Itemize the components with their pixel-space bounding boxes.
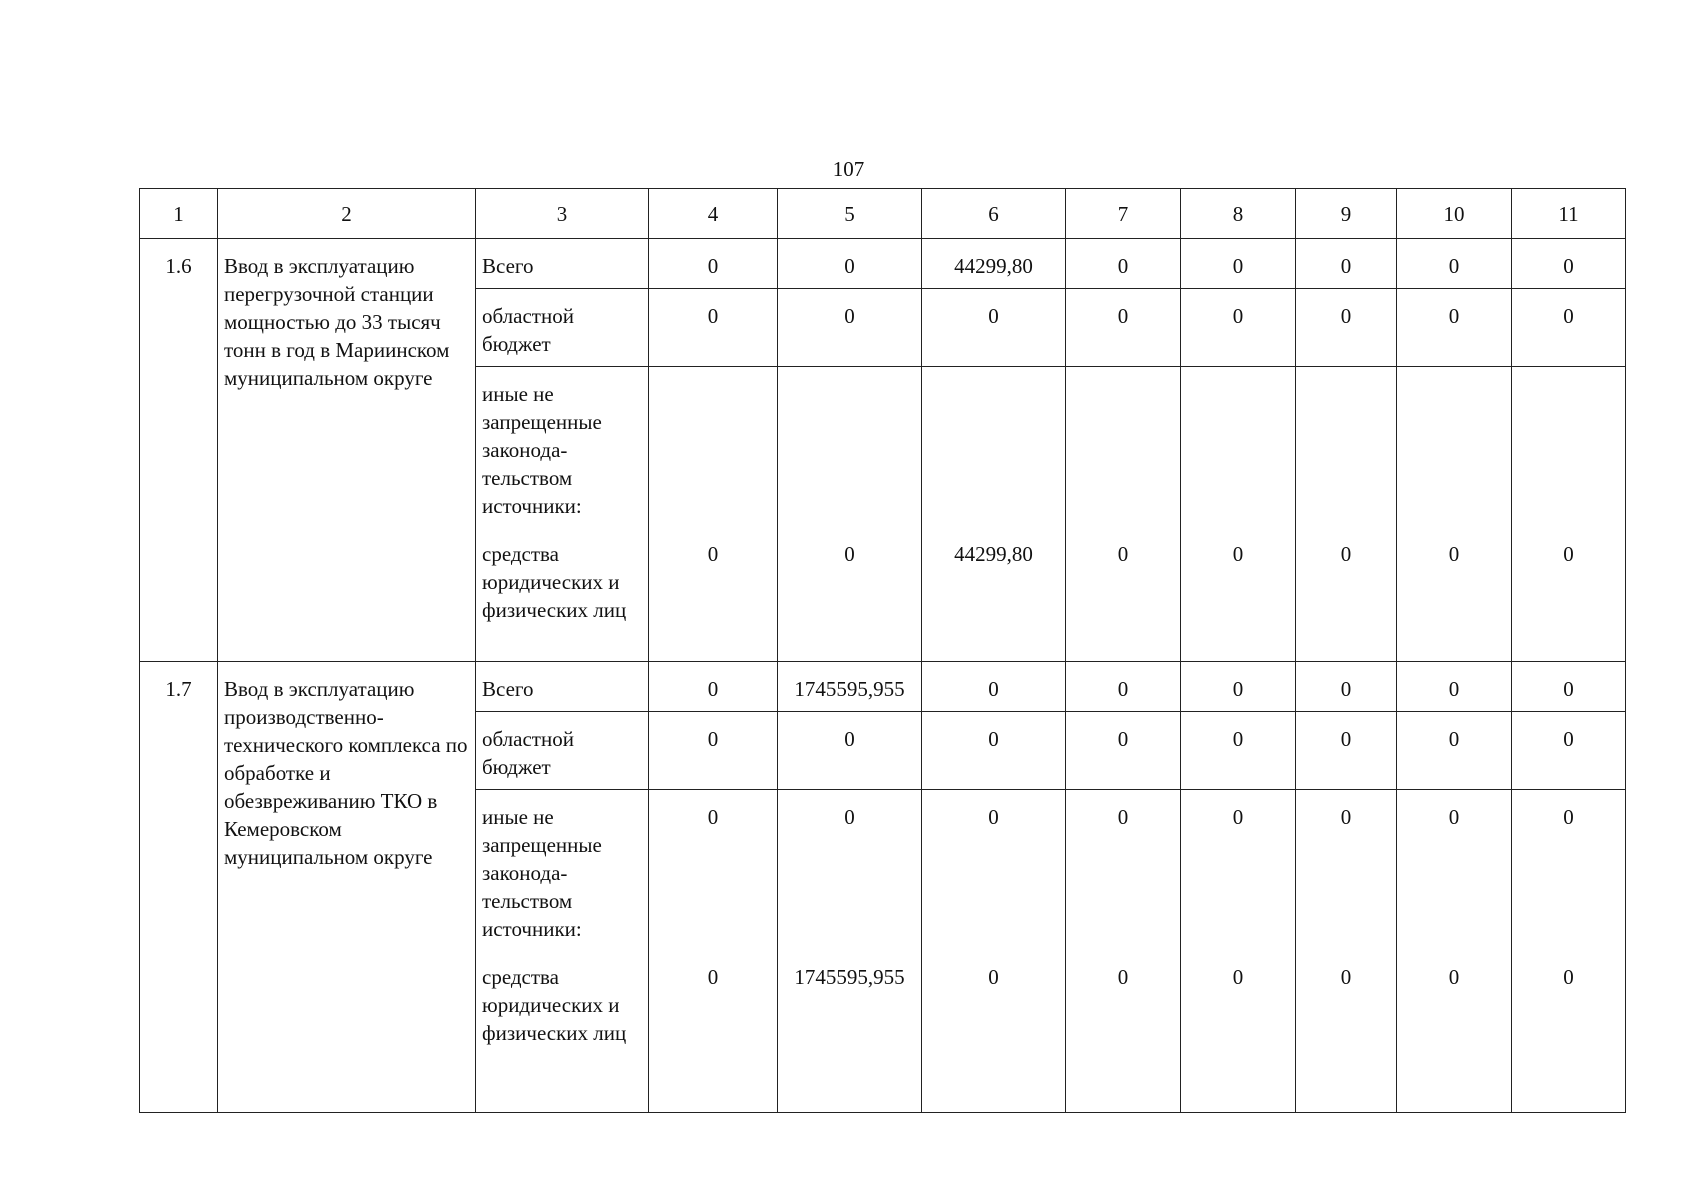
legal-entities-value: 44299,80	[954, 542, 1033, 566]
value-cell: 1745595,955	[778, 662, 922, 712]
source-total: Всего	[476, 662, 649, 712]
header-cell: 10	[1397, 189, 1512, 239]
other-sources-value	[1181, 380, 1295, 408]
value-cell	[1512, 367, 1626, 662]
value-cell	[922, 790, 1066, 1113]
legal-entities-value: 0	[1563, 965, 1574, 989]
value-cell: 0	[1296, 289, 1397, 367]
legal-entities-value: 0	[1232, 542, 1244, 566]
value-cell	[1397, 790, 1512, 1113]
value-cell: 0	[1181, 239, 1296, 289]
value-cell: 0	[649, 289, 778, 367]
value-cell: 0	[1066, 239, 1181, 289]
value-cell	[649, 790, 778, 1113]
measure-name: Ввод в эксплуатацию производственно-технического комплекса по обработке и обезвреживанию ТКО в Кемеровском муниципальном округе	[218, 662, 476, 1113]
legal-entities-value: 0	[1117, 965, 1129, 989]
other-sources-value	[922, 380, 1065, 408]
value-cell: 0	[778, 289, 922, 367]
header-cell: 8	[1181, 189, 1296, 239]
row-number: 1.7	[140, 662, 218, 1113]
source-regional-budget: областной бюджет	[476, 712, 649, 790]
value-cell: 0	[1181, 712, 1296, 790]
value-cell: 0	[1181, 289, 1296, 367]
value-cell	[778, 367, 922, 662]
value-cell: 0	[778, 712, 922, 790]
value-cell: 0	[1296, 712, 1397, 790]
legal-entities-value: 0	[988, 965, 999, 989]
legal-entities-value: 0	[707, 965, 719, 989]
table-row-total	[140, 662, 1626, 712]
legal-entities-value: 1745595,955	[794, 965, 905, 989]
source-other	[476, 367, 649, 662]
value-cell	[1066, 790, 1181, 1113]
value-cell: 0	[922, 289, 1066, 367]
table-row-total	[140, 239, 1626, 289]
value-cell: 0	[1397, 662, 1512, 712]
header-cell: 7	[1066, 189, 1181, 239]
legal-entities-value: 0	[1448, 965, 1460, 989]
legal-entities-value: 0	[1340, 542, 1352, 566]
value-cell: 0	[1512, 662, 1626, 712]
source-total: Всего	[476, 239, 649, 289]
value-cell: 0	[1066, 662, 1181, 712]
value-cell	[1512, 790, 1626, 1113]
value-cell: 0	[1066, 712, 1181, 790]
other-sources-value	[1066, 380, 1180, 408]
legal-entities-value: 0	[1340, 965, 1352, 989]
legal-entities-value: 0	[1563, 542, 1574, 566]
header-cell: 6	[922, 189, 1066, 239]
header-row	[140, 189, 1626, 239]
value-cell: 0	[1397, 239, 1512, 289]
row-number: 1.6	[140, 239, 218, 662]
other-sources-value	[1512, 380, 1625, 408]
value-cell: 0	[1066, 289, 1181, 367]
value-cell	[1181, 367, 1296, 662]
source-regional-budget: областной бюджет	[476, 289, 649, 367]
other-sources-value: 0	[1563, 805, 1574, 829]
value-cell: 0	[1181, 662, 1296, 712]
header-cell: 5	[778, 189, 922, 239]
header-cell: 4	[649, 189, 778, 239]
value-cell	[1296, 790, 1397, 1113]
value-cell	[1397, 367, 1512, 662]
value-cell: 0	[1512, 289, 1626, 367]
value-cell	[1181, 790, 1296, 1113]
budget-table	[139, 188, 1626, 1113]
value-cell: 0	[649, 712, 778, 790]
value-cell	[1066, 367, 1181, 662]
value-cell: 0	[649, 662, 778, 712]
other-sources-value	[649, 380, 777, 408]
other-sources-value: 0	[1448, 805, 1460, 829]
value-cell	[649, 367, 778, 662]
legal-entities-value: 0	[1117, 542, 1129, 566]
source-other-label: иные не запрещенные законода-тельством источники:	[482, 805, 602, 941]
legal-entities-value: 0	[707, 542, 719, 566]
legal-entities-value: 0	[844, 542, 855, 566]
other-sources-value: 0	[707, 805, 719, 829]
value-cell: 0	[649, 239, 778, 289]
header-cell: 3	[476, 189, 649, 239]
header-cell: 1	[140, 189, 218, 239]
header-cell: 9	[1296, 189, 1397, 239]
other-sources-value: 0	[988, 805, 999, 829]
other-sources-value	[1397, 380, 1511, 408]
value-cell: 0	[1512, 239, 1626, 289]
source-legal-entities-label: средства юридических и физических лиц	[482, 542, 627, 622]
value-cell: 0	[1397, 289, 1512, 367]
value-cell: 44299,80	[922, 239, 1066, 289]
value-cell: 0	[922, 712, 1066, 790]
value-cell: 0	[1296, 662, 1397, 712]
value-cell: 0	[778, 239, 922, 289]
other-sources-value: 0	[844, 805, 855, 829]
value-cell: 0	[1397, 712, 1512, 790]
value-cell: 0	[1296, 239, 1397, 289]
header-cell: 2	[218, 189, 476, 239]
header-cell: 11	[1512, 189, 1626, 239]
source-other	[476, 790, 649, 1113]
value-cell	[1296, 367, 1397, 662]
other-sources-value: 0	[1340, 805, 1352, 829]
source-other-label: иные не запрещенные законода-тельством источники:	[482, 382, 602, 518]
legal-entities-value: 0	[1232, 965, 1244, 989]
value-cell	[922, 367, 1066, 662]
other-sources-value	[778, 380, 921, 408]
page-number: 107	[832, 157, 865, 181]
value-cell: 0	[922, 662, 1066, 712]
value-cell	[778, 790, 922, 1113]
other-sources-value	[1296, 380, 1396, 408]
measure-name: Ввод в эксплуатацию перегрузочной станции мощностью до 33 тысяч тонн в год в Мариинском муниципальном округе	[218, 239, 476, 662]
source-legal-entities-label: средства юридических и физических лиц	[482, 965, 627, 1045]
other-sources-value: 0	[1232, 805, 1244, 829]
legal-entities-value: 0	[1448, 542, 1460, 566]
value-cell: 0	[1512, 712, 1626, 790]
other-sources-value: 0	[1117, 805, 1129, 829]
